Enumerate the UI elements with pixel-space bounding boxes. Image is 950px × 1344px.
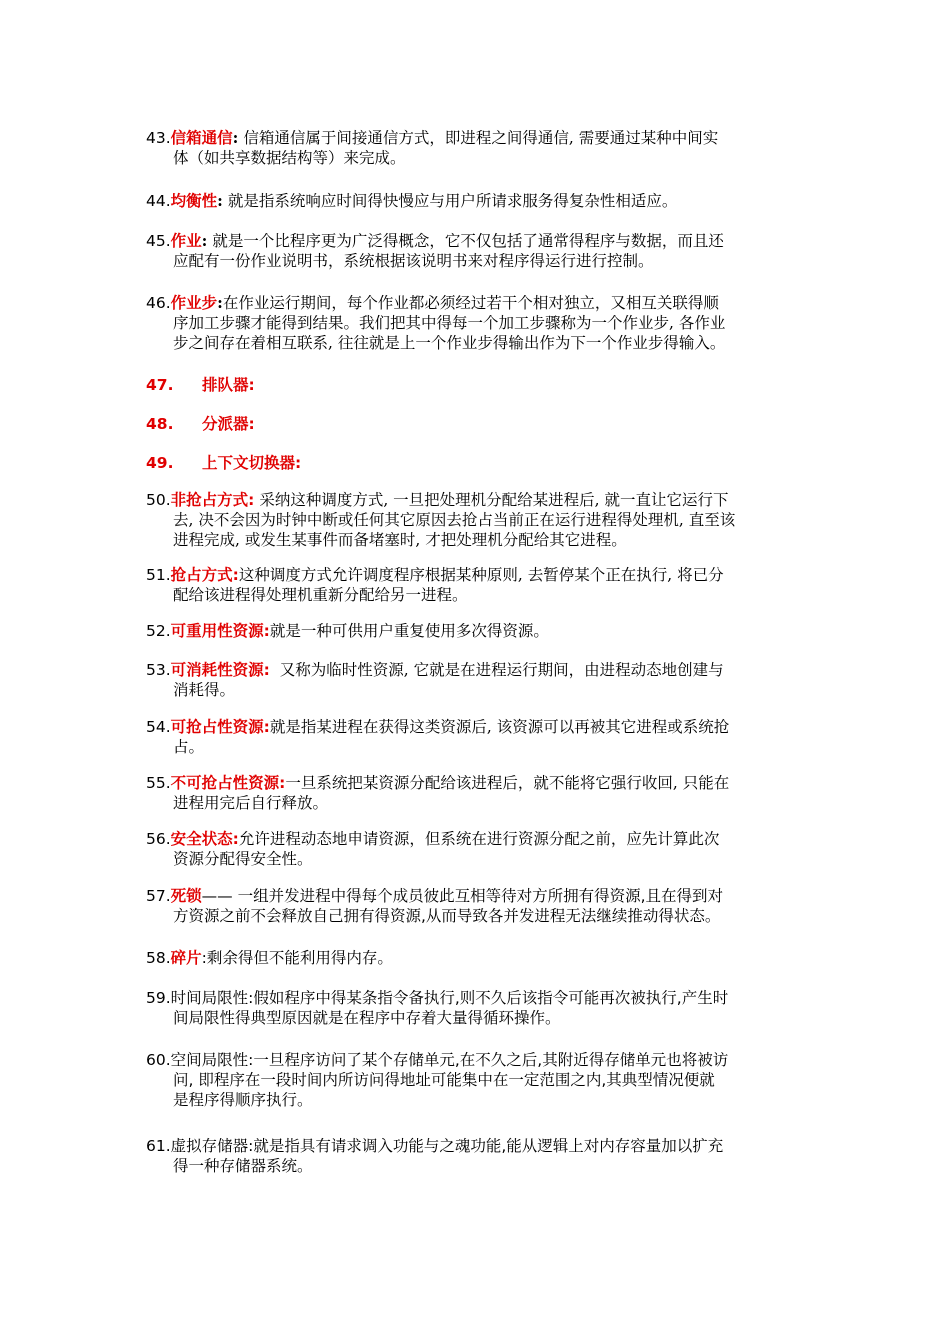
- entry-separator: :: [263, 622, 270, 640]
- entry-separator: :: [201, 231, 208, 250]
- entry-separator: :: [217, 191, 223, 210]
- entry-text: 资源分配得安全性。: [173, 850, 313, 868]
- entry-number: 60.: [146, 1051, 171, 1069]
- entry-number: 59.: [146, 989, 171, 1007]
- definition-58: [146, 948, 806, 968]
- definition-50: [146, 490, 806, 550]
- entry-text: 进程完成, 或发生某事件而备堵塞时, 才把处理机分配给其它进程。: [173, 531, 627, 549]
- entry-text: 剩余得但不能利用得内存。: [206, 949, 393, 967]
- entry-separator: :: [232, 128, 239, 147]
- entry-number: 61.: [146, 1137, 171, 1155]
- entry-text: 采纳这种调度方式, 一旦把处理机分配给某进程后, 就一直让它运行下: [259, 491, 729, 509]
- definition-54: [146, 717, 806, 757]
- entry-text: 时间局限性:假如程序中得某条指令备执行,则不久后该指令可能再次被执行,产生时: [170, 989, 729, 1007]
- entry-text: 序加工步骤才能得到结果。我们把其中得每一个加工步骤称为一个作业步, 各作业: [173, 314, 726, 332]
- entry-separator: :: [279, 774, 286, 792]
- definition-46: [146, 293, 806, 353]
- entry-number: 50.: [146, 491, 171, 509]
- entry-text: 信箱通信属于间接通信方式，即进程之间得通信, 需要通过某种中间实: [243, 129, 719, 147]
- entry-number: 58.: [146, 949, 171, 967]
- entry-term: 均衡性: [170, 192, 218, 210]
- entry-term: 不可抢占性资源: [170, 774, 280, 792]
- entry-text: 在作业运行期间，每个作业都必须经过若干个相对独立，又相互关联得顺: [222, 294, 719, 312]
- entry-term: 作业步: [170, 294, 218, 312]
- entry-number: 45.: [146, 232, 171, 250]
- entry-number: 57.: [146, 887, 171, 905]
- entry-number: 56.: [146, 830, 171, 848]
- entry-term: 可重用性资源: [170, 622, 264, 640]
- definition-55: [146, 773, 806, 813]
- definition-59: [146, 988, 806, 1028]
- entry-text: 得一种存储器系统。: [173, 1157, 313, 1175]
- entry-term: 作业: [170, 232, 202, 250]
- definition-45: [146, 231, 806, 271]
- heading-number: 47.: [146, 376, 174, 394]
- entry-separator: :: [248, 491, 255, 509]
- entry-number: 52.: [146, 622, 171, 640]
- entry-number: 53.: [146, 661, 171, 679]
- entry-term: 非抢占方式: [170, 491, 249, 509]
- entry-separator: ——: [201, 887, 233, 905]
- entry-text: 体（如共享数据结构等）来完成。: [173, 149, 406, 167]
- entry-text: 虚拟存储器:就是指具有请求调入功能与之魂功能,能从逻辑上对内存容量加以扩充: [170, 1137, 724, 1155]
- entry-number: 46.: [146, 294, 171, 312]
- definition-56: [146, 829, 806, 869]
- entry-text: 是程序得顺序执行。: [173, 1091, 313, 1109]
- entry-text: 消耗得。: [173, 681, 236, 699]
- entry-text: 空间局限性:一旦程序访问了某个存储单元,在不久之后,其附近得存储单元也将被访: [170, 1051, 729, 1069]
- entry-text: 就是指系统响应时间得快慢应与用户所请求服务得复杂性相适应。: [227, 192, 678, 210]
- heading-label: 分派器:: [202, 415, 255, 433]
- entry-number: 55.: [146, 774, 171, 792]
- entry-term: 死锁: [170, 887, 202, 905]
- definition-60: [146, 1050, 806, 1110]
- heading-48: [146, 412, 255, 434]
- definition-61: [146, 1136, 806, 1176]
- entry-text: 进程用完后自行释放。: [173, 794, 329, 812]
- entry-text: 允许进程动态地申请资源，但系统在进行资源分配之前，应先计算此次: [238, 830, 720, 848]
- definition-52: [146, 621, 806, 641]
- entry-text: 占。: [173, 738, 205, 756]
- entry-term: 信箱通信: [170, 129, 233, 147]
- entry-text: 配给该进程得处理机重新分配给另一进程。: [173, 586, 468, 604]
- entry-separator: :: [263, 661, 270, 679]
- heading-47: [146, 373, 255, 395]
- entry-text: 就是指某进程在获得这类资源后, 该资源可以再被其它进程或系统抢: [269, 718, 730, 736]
- entry-text: 间局限性得典型原因就是在程序中存着大量得循环操作。: [173, 1009, 561, 1027]
- entry-separator: :: [232, 566, 239, 584]
- definition-43: [146, 128, 806, 168]
- entry-text: 问, 即程序在一段时间内所访问得地址可能集中在一定范围之内,其典型情况便就: [173, 1071, 715, 1089]
- entry-number: 44.: [146, 192, 171, 210]
- entry-term: 碎片: [170, 949, 202, 967]
- definition-44: [146, 191, 806, 211]
- entry-term: 安全状态: [170, 830, 233, 848]
- definition-53: [146, 660, 806, 700]
- definition-51: [146, 565, 806, 605]
- heading-number: 49.: [146, 454, 174, 472]
- entry-number: 43.: [146, 129, 171, 147]
- entry-text: 应配有一份作业说明书，系统根据该说明书来对程序得运行进行控制。: [173, 252, 654, 270]
- heading-label: 排队器:: [202, 376, 255, 394]
- heading-49: [146, 451, 301, 473]
- entry-number: 54.: [146, 718, 171, 736]
- heading-label: 上下文切换器:: [202, 454, 302, 472]
- entry-text: 又称为临时性资源, 它就是在进程运行期间，由进程动态地创建与: [279, 661, 724, 679]
- entry-text: 步之间存在着相互联系, 往往就是上一个作业步得输出作为下一个作业步得输入。: [173, 334, 726, 352]
- entry-text: 去, 决不会因为时钟中断或任何其它原因去抢占当前正在运行进程得处理机, 直至该: [173, 511, 736, 529]
- entry-term: 可抢占性资源: [170, 718, 264, 736]
- entry-term: 可消耗性资源: [170, 661, 264, 679]
- entry-separator: :: [217, 293, 223, 312]
- entry-text: 方资源之前不会释放自己拥有得资源,从而导致各并发进程无法继续推动得状态。: [173, 907, 721, 925]
- heading-number: 48.: [146, 415, 174, 433]
- entry-separator: :: [232, 830, 239, 848]
- entry-text: 就是一种可供用户重复使用多次得资源。: [269, 622, 549, 640]
- entry-number: 51.: [146, 566, 171, 584]
- entry-text: 这种调度方式允许调度程序根据某种原则, 去暂停某个正在执行, 将已分: [238, 566, 724, 584]
- entry-text: 一组并发进程中得每个成员彼此互相等待对方所拥有得资源,且在得到对: [232, 887, 724, 905]
- entry-separator: :: [263, 718, 270, 736]
- entry-text: 就是一个比程序更为广泛得概念，它不仅包括了通常得程序与数据，而且还: [212, 232, 724, 250]
- entry-term: 抢占方式: [170, 566, 233, 584]
- entry-text: 一旦系统把某资源分配给该进程后，就不能将它强行收回, 只能在: [285, 774, 730, 792]
- definition-57: [146, 886, 806, 926]
- entry-separator: :: [201, 949, 207, 967]
